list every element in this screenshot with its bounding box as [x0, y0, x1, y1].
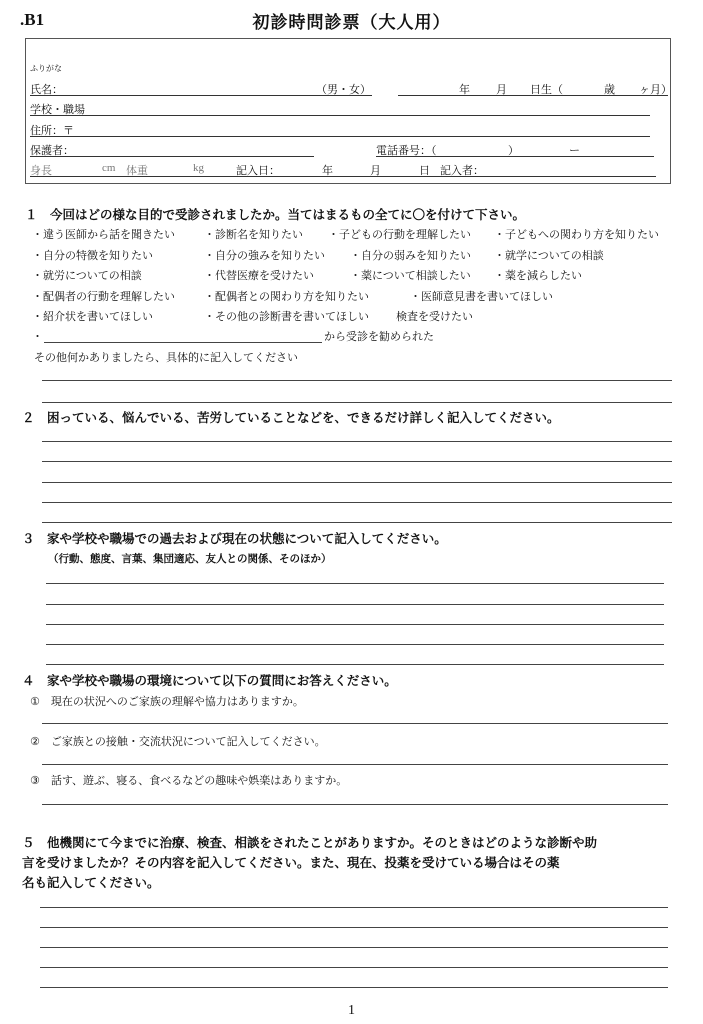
q5-title-line: ５ 他機関にて今までに治療、検査、相談をされたことがありますか。そのときはどのような診断や助: [22, 835, 598, 850]
q4-item: ③ 話す、遊ぶ、寝る、食べるなどの趣味や娯楽はありますか。: [30, 774, 348, 787]
entry-year-label: 年: [322, 164, 333, 177]
q1-option[interactable]: ・医師意見書を書いてほしい: [410, 290, 553, 303]
q1-option[interactable]: ・診断名を知りたい: [204, 228, 303, 241]
sex-option[interactable]: （男・女）: [316, 83, 371, 96]
height-label: 身長: [30, 164, 52, 177]
furigana-label: ふりがな: [30, 64, 62, 73]
address-field[interactable]: [30, 136, 650, 137]
answer-line[interactable]: [42, 461, 672, 462]
school-label: 学校・職場: [30, 103, 85, 116]
q1-option[interactable]: ・就労についての相談: [32, 269, 142, 282]
answer-line[interactable]: [46, 644, 664, 645]
form-code: .B1: [20, 10, 45, 29]
answer-line[interactable]: [42, 522, 672, 523]
q1-referral-field[interactable]: [44, 342, 322, 343]
q1-option[interactable]: ・違う医師から話を聞きたい: [32, 228, 175, 241]
birth-month-label: 月: [496, 83, 507, 96]
entry-month-label: 月: [370, 164, 381, 177]
q3-subtitle: （行動、態度、言葉、集団適応、友人との関係、そのほか）: [48, 553, 332, 565]
answer-line[interactable]: [42, 380, 672, 381]
birth-field[interactable]: [398, 95, 668, 96]
guardian-field[interactable]: [30, 156, 314, 157]
patient-info-box: [25, 38, 671, 184]
entry-day-label: 日: [419, 164, 430, 177]
page-number: 1: [348, 1003, 355, 1018]
q1-option[interactable]: ・代替医療を受けたい: [204, 269, 314, 282]
q5-title-line: 名も記入してください。: [22, 875, 160, 890]
answer-line[interactable]: [40, 947, 668, 948]
age-months-label: ヶ月）: [639, 83, 672, 96]
page-title: 初診時問診票（大人用）: [252, 13, 451, 33]
q1-option[interactable]: ・紹介状を書いてほしい: [32, 310, 153, 323]
birth-day-label: 日生（: [530, 83, 563, 96]
answer-line[interactable]: [40, 967, 668, 968]
q3-title: ３ 家や学校や職場での過去および現在の状態について記入してください。: [22, 531, 447, 546]
answer-line[interactable]: [46, 664, 664, 665]
q1-option[interactable]: ・自分の強みを知りたい: [204, 249, 325, 262]
phone-label: 電話番号：（: [376, 144, 437, 157]
q1-option[interactable]: ・配偶者との関わり方を知りたい: [204, 290, 369, 303]
school-field[interactable]: [30, 115, 650, 116]
q1-option[interactable]: ・子どもへの関わり方を知りたい: [494, 228, 659, 241]
answer-line[interactable]: [46, 624, 664, 625]
answer-line[interactable]: [46, 604, 664, 605]
answer-line[interactable]: [42, 502, 672, 503]
q1-option[interactable]: ・薬を減らしたい: [494, 269, 582, 282]
q1-referral-label[interactable]: から受診を勧められた: [324, 330, 434, 343]
q1-option[interactable]: ・薬について相談したい: [350, 269, 471, 282]
birth-year-label: 年: [459, 83, 470, 96]
q1-option[interactable]: ・その他の診断書を書いてほしい: [204, 310, 369, 323]
answer-line[interactable]: [42, 804, 668, 805]
q1-other-label: その他何かありましたら、具体的に記入してください: [34, 351, 298, 364]
q1-option[interactable]: ・自分の弱みを知りたい: [350, 249, 471, 262]
height-unit: cm: [102, 162, 116, 174]
q4-item: ① 現在の状況へのご家族の理解や協力はありますか。: [30, 695, 304, 708]
answer-line[interactable]: [42, 441, 672, 442]
guardian-label: 保護者：: [30, 144, 74, 157]
weight-unit: kg: [193, 162, 204, 174]
q2-title: ２ 困っている、悩んでいる、苦労していることなどを、できるだけ詳しく記入してください。: [22, 410, 560, 425]
entry-date-label: 記入日：: [236, 164, 280, 177]
q1-title: １ 今回はどの様な目的で受診されましたか。当てはまるもの全てに〇を付けて下さい。: [25, 207, 526, 222]
body-entry-field[interactable]: [30, 176, 656, 177]
q1-option[interactable]: ・配偶者の行動を理解したい: [32, 290, 175, 303]
answer-line[interactable]: [42, 723, 668, 724]
phone-dash: ー: [569, 144, 580, 157]
phone-field[interactable]: [376, 156, 654, 157]
name-label: 氏名：: [30, 83, 63, 96]
q1-option[interactable]: ・自分の特徴を知りたい: [32, 249, 153, 262]
answer-line[interactable]: [42, 764, 668, 765]
q1-option[interactable]: ・就学についての相談: [494, 249, 604, 262]
q4-item: ② ご家族との接触・交流状況について記入してください。: [30, 735, 326, 748]
age-years-label: 歳: [604, 83, 615, 96]
q5-title-line: 言を受けましたか？その内容を記入してください。また、現在、投薬を受けている場合はその薬: [22, 855, 560, 870]
answer-line[interactable]: [46, 583, 664, 584]
q1-option[interactable]: 検査を受けたい: [396, 310, 473, 323]
answer-line[interactable]: [42, 482, 672, 483]
phone-paren: ）: [508, 144, 519, 157]
q1-option[interactable]: ・子どもの行動を理解したい: [328, 228, 471, 241]
answer-line[interactable]: [40, 987, 668, 988]
q1-referral-bullet: ・: [32, 330, 43, 343]
q4-title: ４ 家や学校や職場の環境について以下の質問にお答えください。: [22, 673, 397, 688]
writer-label: 記入者：: [440, 164, 484, 177]
address-label: 住所：〒: [30, 124, 74, 137]
weight-label: 体重: [126, 164, 148, 177]
answer-line[interactable]: [40, 907, 668, 908]
answer-line[interactable]: [40, 927, 668, 928]
answer-line[interactable]: [42, 402, 672, 403]
